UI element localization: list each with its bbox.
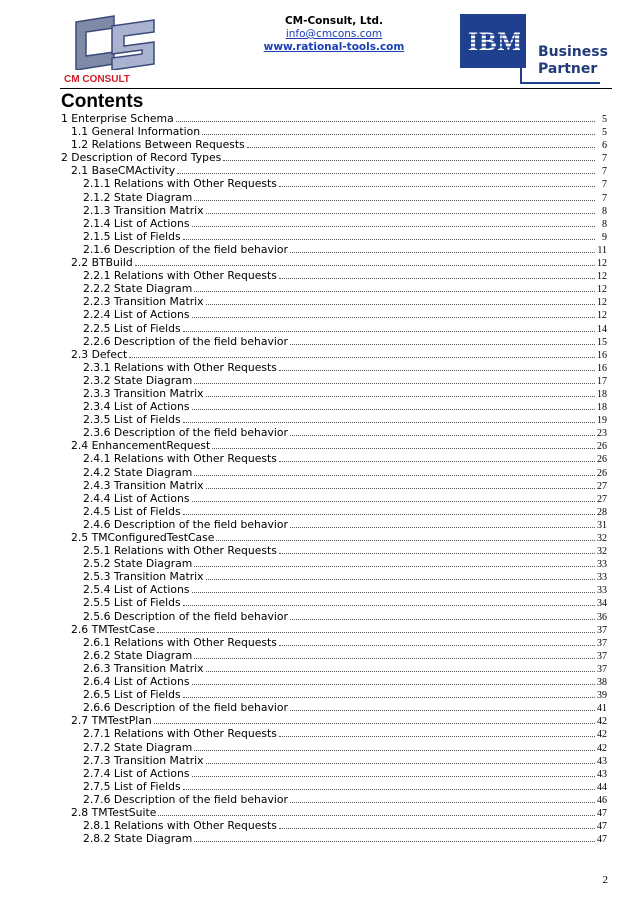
toc-entry-title: 2.5.4 List of Actions	[83, 583, 190, 597]
toc-entry[interactable]	[61, 518, 607, 531]
toc-entry-title: 2.7.1 Relations with Other Requests	[83, 727, 277, 741]
toc-entry-title: 2.5.5 List of Fields	[83, 596, 181, 610]
toc-leader-dots	[154, 714, 595, 724]
toc-entry[interactable]	[61, 819, 607, 832]
toc-entry-title: 2.2.1 Relations with Other Requests	[83, 269, 277, 283]
toc-entry-page: 16	[597, 362, 607, 374]
toc-leader-dots	[279, 269, 595, 279]
toc-entry-page: 42	[597, 729, 607, 741]
business-partner-box	[520, 22, 608, 84]
toc-entry-page: 19	[597, 415, 607, 427]
toc-leader-dots	[157, 623, 595, 633]
toc-entry-page: 7	[602, 166, 607, 178]
toc-leader-dots	[192, 217, 596, 227]
toc-leader-dots	[290, 243, 595, 253]
toc-entry-title: 2.1.2 State Diagram	[83, 190, 193, 204]
toc-entry-title: 2.3.2 State Diagram	[83, 373, 193, 387]
toc-entry[interactable]	[61, 125, 607, 138]
toc-entry-title: 2.1.6 Description of the field behavior	[83, 242, 288, 256]
toc-entry[interactable]	[61, 466, 607, 479]
toc-leader-dots	[206, 204, 595, 214]
toc-entry-title: 2.7.5 List of Fields	[83, 779, 181, 793]
toc-entry[interactable]	[61, 217, 607, 230]
toc-entry-page: 33	[597, 572, 607, 584]
toc-entry-page: 17	[597, 375, 607, 387]
toc-entry-page: 12	[597, 271, 607, 283]
toc-leader-dots	[194, 191, 595, 201]
toc-leader-dots	[290, 793, 595, 803]
toc-entry-page: 31	[597, 519, 607, 531]
toc-entry-title: 2.4.5 List of Fields	[83, 504, 181, 518]
toc-entry-page: 23	[597, 428, 607, 440]
toc-entry-page: 16	[597, 349, 607, 361]
toc-entry[interactable]	[61, 754, 607, 767]
toc-entry-page: 9	[602, 231, 607, 243]
toc-entry-title: 2.2.2 State Diagram	[83, 282, 193, 296]
toc-entry[interactable]	[61, 256, 607, 269]
toc-entry-title: 2.6.1 Relations with Other Requests	[83, 635, 277, 649]
toc-entry[interactable]	[61, 505, 607, 518]
toc-leader-dots	[206, 295, 595, 305]
toc-entry[interactable]	[61, 662, 607, 675]
toc-entry[interactable]	[61, 400, 607, 413]
toc-entry-title: 2.4 EnhancementRequest	[71, 439, 211, 453]
toc-leader-dots	[279, 452, 595, 462]
toc-leader-dots	[290, 518, 595, 528]
toc-entry-page: 7	[602, 153, 607, 165]
company-name: CM-Consult, Ltd.	[284, 15, 384, 27]
toc-entry-page: 44	[597, 781, 607, 793]
toc-entry[interactable]	[61, 439, 607, 452]
toc-entry-title: 2.1 BaseCMActivity	[71, 164, 176, 178]
toc-entry-page: 14	[597, 323, 607, 335]
toc-entry-title: 2.2.5 List of Fields	[83, 321, 181, 335]
table-of-contents	[61, 112, 607, 845]
toc-entry[interactable]	[61, 596, 607, 609]
toc-entry-title: 1 Enterprise Schema	[61, 112, 174, 125]
toc-leader-dots	[192, 675, 596, 685]
toc-entry-page: 18	[597, 402, 607, 414]
toc-entry-title: 2.3 Defect	[71, 347, 128, 361]
toc-entry[interactable]	[61, 295, 607, 308]
toc-entry[interactable]	[61, 675, 607, 688]
toc-leader-dots	[206, 479, 595, 489]
contents-heading: Contents	[61, 91, 144, 112]
toc-entry-page: 5	[602, 127, 607, 139]
toc-leader-dots	[212, 439, 595, 449]
toc-leader-dots	[290, 610, 595, 620]
toc-leader-dots	[202, 125, 595, 135]
email-link[interactable]: info@cmcons.com	[285, 28, 383, 40]
header-divider	[60, 88, 612, 89]
toc-entry-title: 2.6.3 Transition Matrix	[83, 661, 204, 675]
toc-entry[interactable]	[61, 714, 607, 727]
toc-entry-page: 12	[597, 284, 607, 296]
toc-leader-dots	[194, 741, 595, 751]
toc-leader-dots	[183, 322, 595, 332]
toc-entry-page: 37	[597, 650, 607, 662]
toc-entry-page: 36	[597, 611, 607, 623]
toc-entry[interactable]	[61, 544, 607, 557]
toc-entry-title: 2.4.1 Relations with Other Requests	[83, 452, 277, 466]
toc-entry[interactable]	[61, 570, 607, 583]
toc-leader-dots	[194, 374, 595, 384]
toc-entry[interactable]	[61, 806, 607, 819]
toc-entry-title: 2.8.1 Relations with Other Requests	[83, 819, 277, 833]
toc-entry-title: 2.2 BTBuild	[71, 256, 133, 270]
toc-leader-dots	[129, 348, 595, 358]
toc-entry[interactable]	[61, 688, 607, 701]
toc-entry-title: 2.6.4 List of Actions	[83, 675, 190, 689]
toc-entry-title: 2.2.6 Description of the field behavior	[83, 334, 288, 348]
cm-consult-logo	[62, 12, 170, 86]
toc-leader-dots	[183, 780, 595, 790]
toc-entry-page: 32	[597, 546, 607, 558]
toc-entry[interactable]	[61, 387, 607, 400]
toc-entry[interactable]	[61, 204, 607, 217]
toc-leader-dots	[194, 557, 595, 567]
toc-entry-page: 7	[602, 179, 607, 191]
toc-leader-dots	[135, 256, 595, 266]
toc-entry[interactable]	[61, 243, 607, 256]
toc-leader-dots	[183, 413, 595, 423]
toc-entry-title: 2.6.6 Description of the field behavior	[83, 701, 288, 715]
toc-entry[interactable]	[61, 322, 607, 335]
toc-entry[interactable]	[61, 727, 607, 740]
toc-entry-page: 11	[597, 244, 607, 256]
toc-leader-dots	[183, 688, 595, 698]
toc-entry-title: 1.2 Relations Between Requests	[71, 138, 245, 152]
toc-entry[interactable]	[61, 138, 607, 151]
toc-leader-dots	[247, 138, 595, 148]
toc-entry-page: 12	[597, 310, 607, 322]
toc-leader-dots	[192, 767, 596, 777]
toc-entry-title: 2.5.1 Relations with Other Requests	[83, 544, 277, 558]
toc-leader-dots	[206, 570, 595, 580]
ibm-business-partner-logo	[460, 14, 608, 88]
toc-entry[interactable]	[61, 348, 607, 361]
logo-text: CM CONSULT	[64, 74, 130, 85]
toc-entry-title: 2.1.1 Relations with Other Requests	[83, 177, 277, 191]
partner-label	[538, 44, 608, 78]
company-info	[210, 15, 458, 54]
toc-leader-dots	[192, 400, 596, 410]
toc-entry-page: 6	[602, 140, 607, 152]
toc-entry[interactable]	[61, 701, 607, 714]
toc-leader-dots	[216, 531, 595, 541]
toc-leader-dots	[279, 636, 595, 646]
toc-entry-page: 34	[597, 598, 607, 610]
toc-entry-title: 2.3.3 Transition Matrix	[83, 386, 204, 400]
toc-entry-title: 2.7.4 List of Actions	[83, 766, 190, 780]
toc-leader-dots	[279, 361, 595, 371]
toc-entry[interactable]	[61, 636, 607, 649]
toc-entry-title: 2.8 TMTestSuite	[71, 805, 157, 819]
toc-entry[interactable]	[61, 492, 607, 505]
toc-entry[interactable]	[61, 335, 607, 348]
toc-entry-title: 2.5.2 State Diagram	[83, 557, 193, 571]
toc-entry-page: 47	[597, 807, 607, 819]
toc-entry-page: 7	[602, 192, 607, 204]
toc-entry-page: 12	[597, 258, 607, 270]
toc-entry-page: 47	[597, 821, 607, 833]
toc-leader-dots	[290, 701, 595, 711]
toc-leader-dots	[206, 754, 595, 764]
toc-entry-page: 42	[597, 742, 607, 754]
toc-entry-page: 37	[597, 663, 607, 675]
toc-entry-page: 41	[597, 703, 607, 715]
toc-entry-page: 39	[597, 690, 607, 702]
toc-entry[interactable]	[61, 452, 607, 465]
toc-entry[interactable]	[61, 741, 607, 754]
toc-entry-title: 2.3.4 List of Actions	[83, 400, 190, 414]
toc-entry[interactable]	[61, 610, 607, 623]
toc-entry[interactable]	[61, 767, 607, 780]
toc-leader-dots	[194, 282, 595, 292]
toc-leader-dots	[279, 819, 595, 829]
ibm-logo-block	[460, 14, 526, 68]
toc-leader-dots	[183, 230, 595, 240]
toc-leader-dots	[279, 177, 595, 187]
toc-entry-title: 2.1.5 List of Fields	[83, 229, 181, 243]
toc-entry-page: 26	[597, 467, 607, 479]
toc-entry[interactable]	[61, 413, 607, 426]
toc-leader-dots	[192, 492, 596, 502]
toc-leader-dots	[206, 662, 595, 672]
toc-leader-dots	[183, 505, 595, 515]
toc-leader-dots	[176, 112, 595, 122]
toc-entry-title: 2.5 TMConfiguredTestCase	[71, 531, 215, 544]
toc-entry-title: 1.1 General Information	[71, 125, 201, 139]
toc-leader-dots	[192, 583, 596, 593]
toc-entry[interactable]	[61, 780, 607, 793]
toc-entry[interactable]	[61, 177, 607, 190]
toc-entry-page: 18	[597, 388, 607, 400]
toc-entry-page: 43	[597, 755, 607, 767]
toc-leader-dots	[192, 308, 596, 318]
toc-entry-page: 37	[597, 637, 607, 649]
toc-entry[interactable]	[61, 151, 607, 164]
toc-leader-dots	[194, 832, 595, 842]
toc-entry-title: 2.1.3 Transition Matrix	[83, 203, 204, 217]
toc-entry[interactable]	[61, 191, 607, 204]
toc-entry[interactable]	[61, 649, 607, 662]
toc-entry-title: 2.8.2 State Diagram	[83, 832, 193, 846]
ibm-text: IBM	[468, 27, 523, 56]
toc-entry-page: 43	[597, 768, 607, 780]
toc-entry-title: 2.3.6 Description of the field behavior	[83, 426, 288, 440]
toc-entry-title: 2.2.3 Transition Matrix	[83, 295, 204, 309]
toc-leader-dots	[223, 151, 595, 161]
partner-line-1: Business	[538, 44, 608, 60]
toc-entry-title: 2.4.4 List of Actions	[83, 491, 190, 505]
toc-leader-dots	[158, 806, 595, 816]
toc-entry-title: 2.4.2 State Diagram	[83, 465, 193, 479]
toc-entry-title: 2.7.2 State Diagram	[83, 740, 193, 754]
toc-leader-dots	[177, 164, 595, 174]
toc-entry-page: 28	[597, 506, 607, 518]
toc-entry-page: 33	[597, 559, 607, 571]
toc-entry[interactable]	[61, 583, 607, 596]
toc-entry[interactable]	[61, 308, 607, 321]
toc-entry-page: 15	[597, 336, 607, 348]
toc-entry-page: 12	[597, 297, 607, 309]
toc-entry-page: 5	[602, 114, 607, 125]
toc-entry-title: 2.2.4 List of Actions	[83, 308, 190, 322]
toc-entry-page: 42	[597, 716, 607, 728]
partner-line-2: Partner	[538, 61, 598, 77]
toc-leader-dots	[194, 466, 595, 476]
toc-entry-title: 2 Description of Record Types	[61, 151, 222, 165]
toc-entry-title: 2.4.3 Transition Matrix	[83, 478, 204, 492]
toc-entry-page: 8	[602, 205, 607, 217]
toc-entry-page: 8	[602, 218, 607, 230]
toc-leader-dots	[279, 727, 595, 737]
page-header	[0, 0, 638, 92]
toc-entry-title: 2.7 TMTestPlan	[71, 714, 152, 728]
toc-entry[interactable]	[61, 164, 607, 177]
toc-leader-dots	[279, 544, 595, 554]
toc-entry-page: 27	[597, 493, 607, 505]
toc-entry[interactable]	[61, 374, 607, 387]
toc-entry[interactable]	[61, 479, 607, 492]
website-link[interactable]: www.rational-tools.com	[263, 41, 405, 53]
toc-entry-title: 2.6.5 List of Fields	[83, 688, 181, 702]
toc-entry[interactable]	[61, 623, 607, 636]
toc-entry-page: 46	[597, 794, 607, 806]
toc-entry[interactable]	[61, 426, 607, 439]
toc-entry-page: 38	[597, 677, 607, 689]
toc-entry-title: 2.5.3 Transition Matrix	[83, 570, 204, 584]
toc-entry-title: 2.4.6 Description of the field behavior	[83, 517, 288, 531]
toc-entry-title: 2.3.5 List of Fields	[83, 413, 181, 427]
toc-entry[interactable]	[61, 832, 607, 845]
toc-entry[interactable]	[61, 793, 607, 806]
toc-entry-title: 2.3.1 Relations with Other Requests	[83, 360, 277, 374]
toc-leader-dots	[206, 387, 595, 397]
toc-entry-title: 2.1.4 List of Actions	[83, 216, 190, 230]
toc-entry-title: 2.7.6 Description of the field behavior	[83, 792, 288, 806]
toc-entry[interactable]	[61, 557, 607, 570]
toc-leader-dots	[194, 649, 595, 659]
toc-entry-title: 2.6 TMTestCase	[71, 622, 156, 636]
toc-entry[interactable]	[61, 112, 607, 125]
toc-entry-page: 26	[597, 454, 607, 466]
toc-entry-title: 2.6.2 State Diagram	[83, 648, 193, 662]
toc-entry-page: 32	[597, 533, 607, 544]
toc-entry[interactable]	[61, 269, 607, 282]
toc-entry-page: 27	[597, 480, 607, 492]
toc-leader-dots	[183, 596, 595, 606]
toc-entry[interactable]	[61, 361, 607, 374]
toc-entry-page: 26	[597, 441, 607, 453]
toc-entry-page: 37	[597, 624, 607, 636]
toc-entry[interactable]	[61, 531, 607, 544]
toc-entry[interactable]	[61, 282, 607, 295]
toc-entry-title: 2.7.3 Transition Matrix	[83, 753, 204, 767]
toc-entry-page: 47	[597, 834, 607, 846]
toc-leader-dots	[290, 426, 595, 436]
page-number: 2	[602, 874, 608, 886]
toc-entry-title: 2.5.6 Description of the field behavior	[83, 609, 288, 623]
toc-entry-page: 33	[597, 585, 607, 597]
toc-entry[interactable]	[61, 230, 607, 243]
toc-leader-dots	[290, 335, 595, 345]
